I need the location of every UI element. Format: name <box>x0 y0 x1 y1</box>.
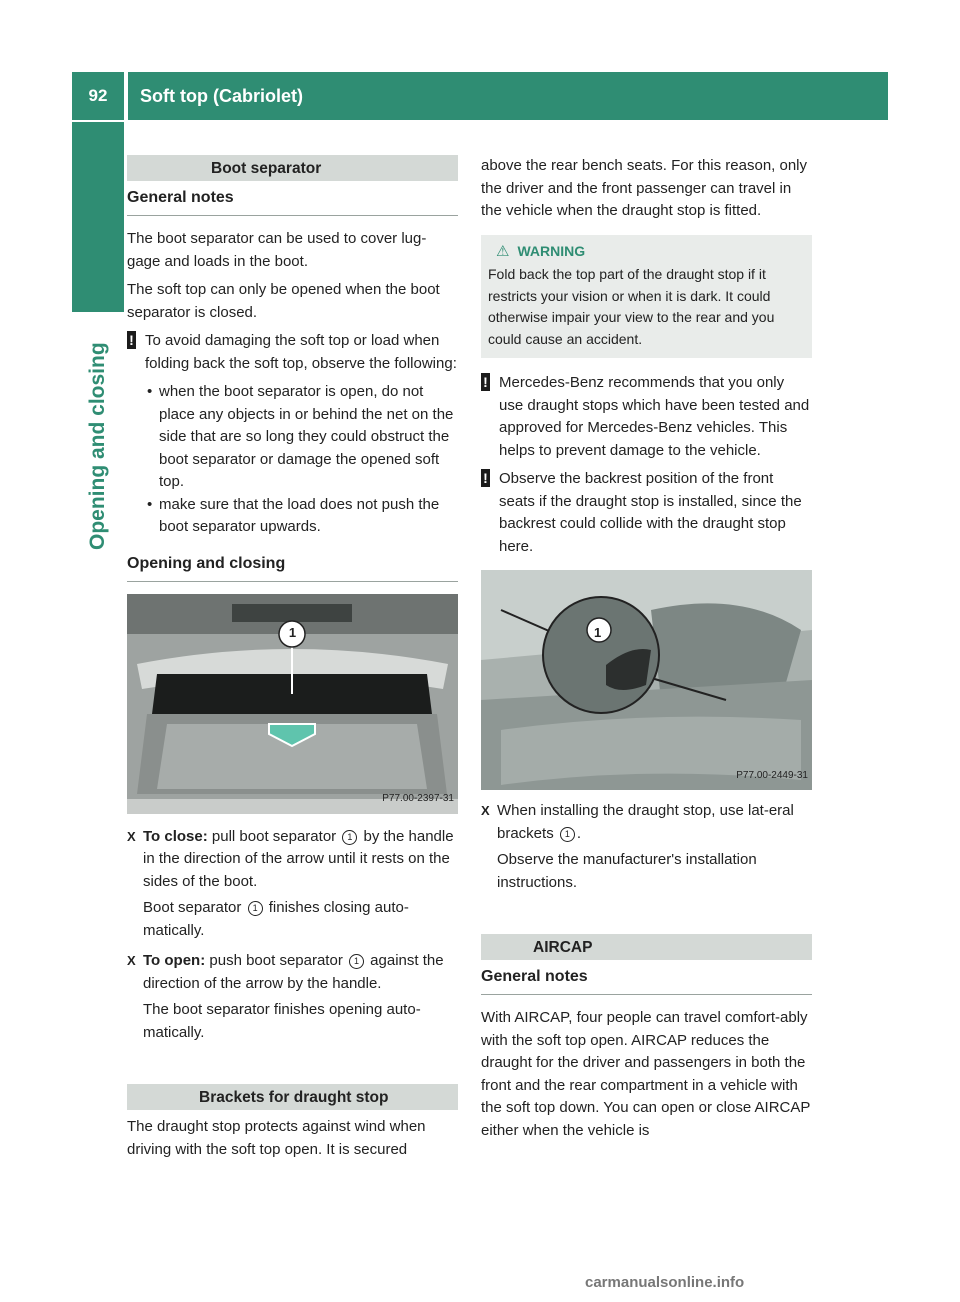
list-item <box>127 381 458 494</box>
figure-code: P77.00-2449-31 <box>736 769 808 781</box>
section-heading-brackets: Brackets for draught stop <box>127 1084 458 1110</box>
callout-ref: 1 <box>349 954 364 969</box>
exclamation-icon: ! <box>481 373 490 391</box>
step-install <box>481 800 812 894</box>
callout-number: 1 <box>288 624 297 640</box>
exclamation-icon: ! <box>481 469 490 487</box>
step-arrow-icon: X <box>127 828 136 844</box>
list-item-text: when the boot separator is open, do not place any objects in or behind the net on the side that are so long they could obstruct the boot separator or damage the opened soft top. <box>159 383 454 490</box>
note-text: Mercedes-Benz recommends that you only use draught stops which have been tested and approved for Mercedes-Benz vehicles. This helps to prevent damage to the vehicle. <box>499 374 810 459</box>
watermark: carmanualsonline.info <box>585 1274 745 1291</box>
bullet-dot-icon: • <box>147 383 153 400</box>
warning-box <box>481 235 812 359</box>
step-text: Boot separator <box>143 899 242 916</box>
page-number: 92 <box>88 86 108 105</box>
step-text: push boot separator <box>209 952 343 969</box>
callout-ref: 1 <box>342 830 357 845</box>
step-text: . <box>576 824 582 842</box>
paragraph: With AIRCAP, four people can travel comfort-ably with the soft top open. AIRCAP reduces the draught for the driver and passengers in both the front and the rear compartment in a vehicle with the soft top down. You can open or close AIRCAP either when the vehicle is <box>481 1009 811 1139</box>
paragraph: The soft top can only be opened when the boot separator is closed. <box>127 281 440 321</box>
step-arrow-icon: X <box>481 803 490 818</box>
subheading-general-notes: General notes <box>481 966 812 995</box>
callout-ref: 1 <box>248 901 263 916</box>
step-label: To open: <box>143 952 206 969</box>
paragraph: The draught stop protects against wind when driving with the soft top open. It is secured <box>127 1118 426 1158</box>
step-text: by the handle in the direction of the arrow until it rests on the sides of the boot. <box>143 827 454 890</box>
seats-figure <box>481 570 812 790</box>
note-block <box>127 330 458 375</box>
step-text: finishes closing auto-matically. <box>143 899 409 939</box>
header-divider <box>124 72 128 120</box>
step-text: Observe the manufacturer's installation instructions. <box>497 851 757 891</box>
section-heading-aircap: AIRCAP <box>481 934 812 960</box>
bullet-dot-icon: • <box>147 495 153 513</box>
section-heading-boot-separator: Boot separator <box>127 155 458 181</box>
seats-illustration <box>481 570 812 790</box>
step-open <box>127 950 458 1044</box>
exclamation-icon: ! <box>127 331 136 349</box>
paragraph: The boot separator can be used to cover lug-gage and loads in the boot. <box>127 230 427 270</box>
boot-figure <box>127 594 458 814</box>
right-column <box>481 155 812 1148</box>
page-header <box>72 72 888 120</box>
section-tab <box>72 122 124 312</box>
step-close <box>127 826 458 943</box>
warning-triangle-icon: ⚠ <box>496 242 510 260</box>
warning-text: Fold back the top part of the draught stop if it restricts your vision or when it is dark. It could otherwise impair your view to the rear and you could cause an accident. <box>488 266 775 347</box>
subheading-general-notes: General notes <box>127 187 458 216</box>
list-item <box>127 494 458 539</box>
subheading-opening-closing: Opening and closing <box>127 553 458 582</box>
step-text: against the direction of the arrow by the handle. <box>143 952 444 992</box>
step-text: pull boot separator <box>211 827 337 845</box>
warning-title: WARNING <box>517 242 586 259</box>
step-arrow-icon: X <box>127 953 136 968</box>
note-text: Observe the backrest position of the front seats if the draught stop is installed, since the backrest could collide with the draught stop here. <box>499 470 802 555</box>
note-text: To avoid damaging the soft top or load when folding back the soft top, observe the following: <box>145 332 457 372</box>
left-column <box>127 155 458 1167</box>
figure-code: P77.00-2397-31 <box>382 793 454 804</box>
callout-number: 1 <box>594 625 602 640</box>
paragraph: above the rear bench seats. For this reason, only the driver and the front passenger can travel in the vehicle when the draught stop is fitted. <box>481 157 808 219</box>
page-title: Soft top (Cabriolet) <box>140 86 303 106</box>
step-label: To close: <box>143 827 208 845</box>
step-text: The boot separator finishes opening auto-matically. <box>143 1001 421 1041</box>
note-block <box>481 372 812 462</box>
callout-ref: 1 <box>560 827 575 842</box>
list-item-text: make sure that the load does not push the boot separator upwards. <box>159 495 440 535</box>
note-block <box>481 468 812 558</box>
section-label-text: Opening and closing <box>86 342 109 550</box>
step-text: When installing the draught stop, use lat-eral brackets <box>497 802 794 842</box>
